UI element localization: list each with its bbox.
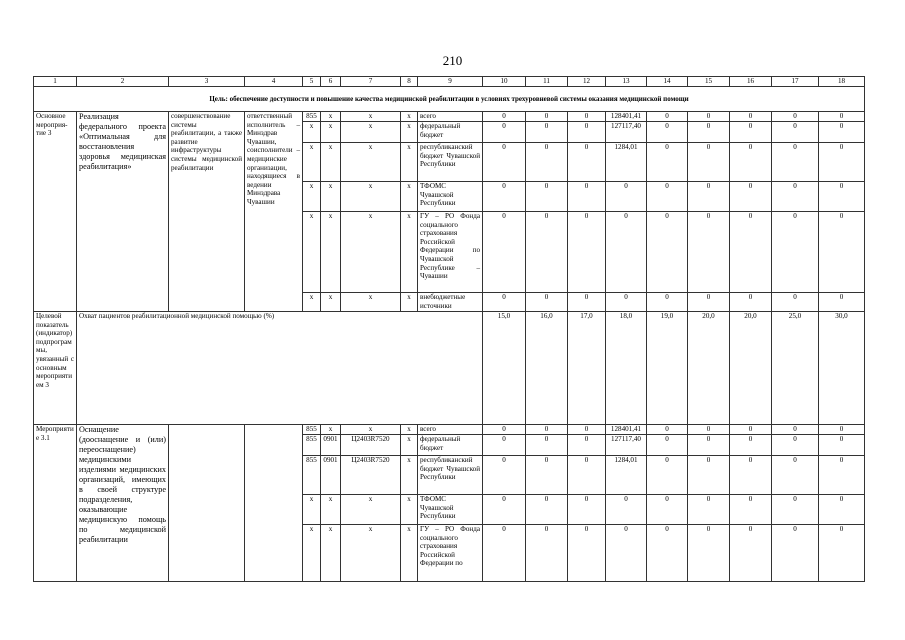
table-row xyxy=(34,425,865,435)
budget-code-cell: х xyxy=(401,112,418,122)
value-cell: 0 xyxy=(819,456,865,495)
budget-code-cell: х xyxy=(321,122,341,143)
value-cell: 0 xyxy=(819,182,865,212)
value-cell: 127117,40 xyxy=(606,122,647,143)
budget-code-cell: х xyxy=(341,143,401,182)
budget-code-cell: х xyxy=(401,212,418,293)
budget-code-cell: х xyxy=(401,456,418,495)
indicator-value: 16,0 xyxy=(526,312,568,425)
funding-source: республиканский бюджет Чувашской Республики xyxy=(418,143,483,182)
budget-code-cell: х xyxy=(341,212,401,293)
column-header: 8 xyxy=(401,77,418,87)
value-cell: 0 xyxy=(688,112,730,122)
value-cell: 0 xyxy=(730,525,772,582)
budget-code-cell: х xyxy=(401,435,418,456)
value-cell: 0 xyxy=(647,495,688,525)
value-cell: 0 xyxy=(483,112,526,122)
table-row xyxy=(34,77,865,87)
value-cell: 0 xyxy=(483,525,526,582)
value-cell: 0 xyxy=(526,122,568,143)
budget-code-cell: 0901 xyxy=(321,456,341,495)
value-cell: 0 xyxy=(730,456,772,495)
column-header: 12 xyxy=(568,77,606,87)
value-cell: 0 xyxy=(568,425,606,435)
value-cell: 0 xyxy=(483,143,526,182)
funding-source: республиканский бюджет Чувашской Республики xyxy=(418,456,483,495)
event-executor xyxy=(245,425,303,582)
value-cell: 0 xyxy=(526,525,568,582)
event-code: Основное мероприя-тие 3 xyxy=(34,112,77,312)
budget-code-cell: х xyxy=(401,143,418,182)
funding-source: всего xyxy=(418,112,483,122)
value-cell: 0 xyxy=(730,143,772,182)
event-result xyxy=(169,425,245,582)
budget-code-cell: х xyxy=(341,122,401,143)
value-cell: 1284,01 xyxy=(606,143,647,182)
budget-code-cell: х xyxy=(303,525,321,582)
value-cell: 0 xyxy=(526,143,568,182)
budget-code-cell: х xyxy=(303,122,321,143)
value-cell: 0 xyxy=(688,182,730,212)
column-header: 9 xyxy=(418,77,483,87)
value-cell: 0 xyxy=(526,182,568,212)
column-header: 4 xyxy=(245,77,303,87)
value-cell: 0 xyxy=(647,525,688,582)
budget-code-cell: х xyxy=(401,293,418,312)
budget-code-cell: Ц2403R7520 xyxy=(341,456,401,495)
indicator-value: 25,0 xyxy=(772,312,819,425)
value-cell: 0 xyxy=(606,182,647,212)
value-cell: 0 xyxy=(483,435,526,456)
value-cell: 0 xyxy=(730,293,772,312)
value-cell: 0 xyxy=(526,112,568,122)
value-cell: 0 xyxy=(483,425,526,435)
value-cell: 0 xyxy=(819,212,865,293)
budget-code-cell: х xyxy=(303,212,321,293)
budget-code-cell: х xyxy=(303,495,321,525)
budget-code-cell: 855 xyxy=(303,425,321,435)
value-cell: 0 xyxy=(483,456,526,495)
value-cell: 0 xyxy=(819,435,865,456)
value-cell: 0 xyxy=(772,293,819,312)
budget-code-cell: х xyxy=(303,293,321,312)
event-name: Реализация федерального проекта «Оптимальная для восстановления здоровья медицинская реабилитация» xyxy=(77,112,169,312)
table-row xyxy=(34,312,865,425)
value-cell: 0 xyxy=(688,122,730,143)
budget-code-cell: х xyxy=(321,425,341,435)
column-header: 17 xyxy=(772,77,819,87)
column-header: 14 xyxy=(647,77,688,87)
event-code: Мероприятие 3.1 xyxy=(34,425,77,582)
column-header: 7 xyxy=(341,77,401,87)
budget-code-cell: 0901 xyxy=(321,435,341,456)
budget-code-cell: х xyxy=(401,425,418,435)
indicator-name: Охват пациентов реабилитационной медицинской помощью (%) xyxy=(77,312,483,425)
budget-code-cell: х xyxy=(341,293,401,312)
budget-code-cell: х xyxy=(401,525,418,582)
value-cell: 0 xyxy=(772,435,819,456)
budget-code-cell: 855 xyxy=(303,456,321,495)
value-cell: 0 xyxy=(688,425,730,435)
indicator-code: Целевой показатель (индикатор) подпрограммы, увязанный с основным мероприятием 3 xyxy=(34,312,77,425)
value-cell: 0 xyxy=(819,122,865,143)
table-row xyxy=(34,112,865,122)
value-cell: 0 xyxy=(647,435,688,456)
column-header: 10 xyxy=(483,77,526,87)
value-cell: 0 xyxy=(772,122,819,143)
value-cell: 0 xyxy=(772,112,819,122)
value-cell: 0 xyxy=(819,143,865,182)
budget-code-cell: х xyxy=(341,182,401,212)
indicator-value: 20,0 xyxy=(688,312,730,425)
column-header: 16 xyxy=(730,77,772,87)
value-cell: 0 xyxy=(568,143,606,182)
value-cell: 0 xyxy=(688,143,730,182)
value-cell: 0 xyxy=(647,425,688,435)
value-cell: 0 xyxy=(730,182,772,212)
value-cell: 0 xyxy=(568,435,606,456)
value-cell: 127117,40 xyxy=(606,435,647,456)
value-cell: 0 xyxy=(772,212,819,293)
value-cell: 0 xyxy=(819,112,865,122)
value-cell: 0 xyxy=(772,143,819,182)
value-cell: 0 xyxy=(819,293,865,312)
value-cell: 0 xyxy=(647,456,688,495)
value-cell: 0 xyxy=(730,495,772,525)
column-header: 6 xyxy=(321,77,341,87)
indicator-value: 19,0 xyxy=(647,312,688,425)
budget-code-cell: х xyxy=(321,182,341,212)
column-header: 2 xyxy=(77,77,169,87)
value-cell: 0 xyxy=(688,293,730,312)
funding-source: федеральный бюджет xyxy=(418,435,483,456)
funding-source: внебюджетные источники xyxy=(418,293,483,312)
funding-source: ГУ – РО Фонда социального страхования Российской Федерации по xyxy=(418,525,483,582)
value-cell: 0 xyxy=(526,495,568,525)
budget-code-cell: х xyxy=(303,143,321,182)
value-cell: 0 xyxy=(772,525,819,582)
budget-code-cell: х xyxy=(321,112,341,122)
page-number: 210 xyxy=(442,53,463,68)
value-cell: 0 xyxy=(688,212,730,293)
funding-source: ТФОМС Чувашской Республики xyxy=(418,495,483,525)
value-cell: 0 xyxy=(568,456,606,495)
budget-code-cell: х xyxy=(303,182,321,212)
value-cell: 0 xyxy=(772,495,819,525)
value-cell: 0 xyxy=(483,495,526,525)
value-cell: 0 xyxy=(606,525,647,582)
indicator-value: 15,0 xyxy=(483,312,526,425)
funding-source: ГУ – РО Фонда социального страхования Российской Федерации по Чувашской Республике – Чувашии xyxy=(418,212,483,293)
value-cell: 0 xyxy=(526,456,568,495)
budget-table xyxy=(33,76,865,582)
funding-source: федеральный бюджет xyxy=(418,122,483,143)
column-header: 18 xyxy=(819,77,865,87)
value-cell: 0 xyxy=(568,293,606,312)
indicator-value: 30,0 xyxy=(819,312,865,425)
value-cell: 0 xyxy=(483,182,526,212)
event-result: совершенствование системы реабилитации, а также развитие инфраструктуры системы медицинской реабилитации xyxy=(169,112,245,312)
value-cell: 0 xyxy=(568,525,606,582)
budget-code-cell: х xyxy=(401,495,418,525)
budget-code-cell: х xyxy=(321,293,341,312)
value-cell: 0 xyxy=(483,293,526,312)
column-header: 5 xyxy=(303,77,321,87)
value-cell: 0 xyxy=(526,293,568,312)
value-cell: 0 xyxy=(688,525,730,582)
budget-code-cell: х xyxy=(401,182,418,212)
column-header: 11 xyxy=(526,77,568,87)
value-cell: 0 xyxy=(568,122,606,143)
budget-code-cell: 855 xyxy=(303,112,321,122)
value-cell: 0 xyxy=(606,212,647,293)
value-cell: 0 xyxy=(568,182,606,212)
value-cell: 128401,41 xyxy=(606,112,647,122)
value-cell: 0 xyxy=(568,495,606,525)
event-executor: ответственный исполнитель – Минздрав Чувашии, соисполнители – медицинские организации, находящиеся в ведении Минздрава Чувашии xyxy=(245,112,303,312)
budget-code-cell: Ц2403R7520 xyxy=(341,435,401,456)
value-cell: 0 xyxy=(819,525,865,582)
value-cell: 1284,01 xyxy=(606,456,647,495)
indicator-value: 17,0 xyxy=(568,312,606,425)
value-cell: 0 xyxy=(730,122,772,143)
event-name: Оснащение (дооснащение и (или) переоснащение) медицинскими изделиями медицинских организаций, имеющих в своей структуре подразделения, оказывающие медицинскую помощь по медицинской реабилитации xyxy=(77,425,169,582)
budget-code-cell: х xyxy=(401,122,418,143)
value-cell: 128401,41 xyxy=(606,425,647,435)
value-cell: 0 xyxy=(647,182,688,212)
value-cell: 0 xyxy=(730,425,772,435)
column-header: 1 xyxy=(34,77,77,87)
funding-source: всего xyxy=(418,425,483,435)
budget-code-cell: х xyxy=(341,112,401,122)
value-cell: 0 xyxy=(647,122,688,143)
table-row xyxy=(34,87,865,112)
value-cell: 0 xyxy=(568,212,606,293)
value-cell: 0 xyxy=(772,425,819,435)
budget-code-cell: х xyxy=(321,143,341,182)
value-cell: 0 xyxy=(772,456,819,495)
indicator-value: 18,0 xyxy=(606,312,647,425)
budget-code-cell: х xyxy=(321,495,341,525)
value-cell: 0 xyxy=(819,425,865,435)
value-cell: 0 xyxy=(688,435,730,456)
column-header: 15 xyxy=(688,77,730,87)
value-cell: 0 xyxy=(730,435,772,456)
goal-row: Цель: обеспечение доступности и повышение качества медицинской реабилитации в условиях трехуровневой системы оказания медицинской помощи xyxy=(34,87,865,112)
value-cell: 0 xyxy=(606,293,647,312)
budget-code-cell: х xyxy=(321,525,341,582)
value-cell: 0 xyxy=(819,495,865,525)
value-cell: 0 xyxy=(483,212,526,293)
value-cell: 0 xyxy=(647,143,688,182)
value-cell: 0 xyxy=(688,456,730,495)
value-cell: 0 xyxy=(606,495,647,525)
value-cell: 0 xyxy=(647,212,688,293)
budget-code-cell: 855 xyxy=(303,435,321,456)
budget-code-cell: х xyxy=(341,525,401,582)
value-cell: 0 xyxy=(526,435,568,456)
value-cell: 0 xyxy=(730,112,772,122)
funding-source: ТФОМС Чувашской Республики xyxy=(418,182,483,212)
budget-code-cell: х xyxy=(341,495,401,525)
column-header: 3 xyxy=(169,77,245,87)
column-header: 13 xyxy=(606,77,647,87)
value-cell: 0 xyxy=(568,112,606,122)
value-cell: 0 xyxy=(647,293,688,312)
value-cell: 0 xyxy=(772,182,819,212)
budget-code-cell: х xyxy=(341,425,401,435)
budget-code-cell: х xyxy=(321,212,341,293)
value-cell: 0 xyxy=(647,112,688,122)
value-cell: 0 xyxy=(688,495,730,525)
value-cell: 0 xyxy=(483,122,526,143)
value-cell: 0 xyxy=(526,425,568,435)
value-cell: 0 xyxy=(730,212,772,293)
indicator-value: 20,0 xyxy=(730,312,772,425)
value-cell: 0 xyxy=(526,212,568,293)
